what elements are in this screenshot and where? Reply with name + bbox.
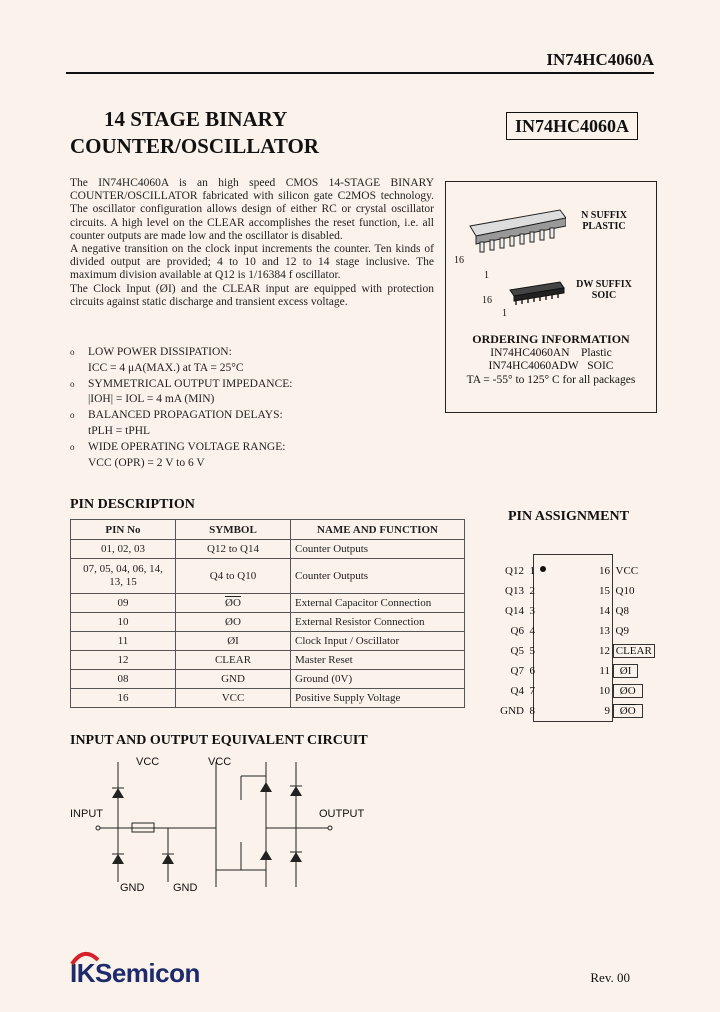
pin-row: GND 8 [500, 705, 535, 717]
pin-row: 14 Q8 [599, 605, 629, 617]
ordering-temp: TA = -55° to 125° C for all packages [466, 373, 636, 386]
ordering-info [446, 333, 656, 387]
cell: GND [176, 670, 291, 689]
feature-detail: ICC = 4 μA(MAX.) at TA = 25°C [88, 361, 244, 374]
pin-row: Q4 7 [510, 685, 535, 697]
ordering-line [446, 347, 656, 361]
cell: 01, 02, 03 [71, 540, 176, 559]
feature-title: SYMMETRICAL OUTPUT IMPEDANCE: [88, 377, 293, 390]
pin-row: 11 ØI [594, 661, 666, 681]
intro-paragraph-1: The IN74HC4060A is an high speed CMOS 14-STAGE BINARY COUNTER/OSCILLATOR fabricated with silicon gate C2MOS technology. The oscillator configuration allows design of either RC or crystal oscillator circuits. A high level on the CLEAR accomplishes the reset function, i.e. all counter outputs are made low and the oscillator is disabled. [70, 177, 434, 242]
bullet-icon: o [70, 410, 75, 421]
circuit-title: INPUT AND OUTPUT EQUIVALENT CIRCUIT [70, 733, 368, 748]
dw-suffix-label [564, 279, 644, 301]
intro-paragraph-2: A negative transition on the clock input increments the counter. Ten kinds of divided output are provided; 4 to 10 and 12 to 14 stage inclusive. The maximum division available at Q12 is 1/16384 f oscillator. [70, 243, 434, 282]
cell: VCC [176, 689, 291, 708]
bullet-icon: o [70, 378, 75, 389]
cell: ØI [176, 632, 291, 651]
pin-row: 12 CLEAR [594, 641, 666, 661]
col-header: SYMBOL [176, 520, 291, 540]
feature-item [70, 377, 450, 393]
pin16-label: 16 [482, 295, 492, 306]
feature-detail: tPLH = tPHL [88, 424, 151, 437]
logo-swoosh-icon [70, 950, 100, 966]
cell: Counter Outputs [291, 559, 465, 594]
pin16-label: 16 [454, 255, 464, 266]
cell: Counter Outputs [291, 540, 465, 559]
pin-row: Q7 6 [510, 665, 535, 677]
cell: Positive Supply Voltage [291, 689, 465, 708]
pin-description-title: PIN DESCRIPTION [70, 497, 195, 512]
page-title [70, 106, 319, 160]
pin-row: Q14 3 [505, 605, 535, 617]
cell: 12 [71, 651, 176, 670]
title-line-1: 14 STAGE BINARY [104, 107, 288, 131]
header-part-number: IN74HC4060A [546, 50, 654, 69]
vcc-label: VCC [208, 756, 232, 768]
col-header: NAME AND FUNCTION [291, 520, 465, 540]
cell: External Capacitor Connection [291, 594, 465, 613]
pin-row: 15 Q10 [599, 585, 635, 597]
part-number-box: IN74HC4060A [506, 112, 638, 140]
table-row [71, 670, 465, 689]
feature-item [70, 345, 450, 361]
pin-row: Q6 4 [510, 625, 535, 637]
pin-row: 9 $\overline{ØO}$ [594, 701, 666, 721]
table-row [71, 613, 465, 632]
cell: 10 [71, 613, 176, 632]
bullet-icon: o [70, 441, 75, 452]
table-header-row [71, 520, 465, 540]
pin-row: Q12 1 [505, 565, 535, 577]
pin1-label: 1 [484, 270, 489, 281]
table-row [71, 540, 465, 559]
cell: External Resistor Connection [291, 613, 465, 632]
order-part: IN74HC4060AN [490, 346, 570, 359]
pin-row: Q5 5 [510, 645, 535, 657]
feature-detail: |IOH| = IOL = 4 mA (MIN) [88, 393, 215, 406]
pin-row: 16 VCC [599, 565, 639, 577]
cell: Clock Input / Oscillator [291, 632, 465, 651]
ordering-line [446, 360, 656, 374]
pin1-label: 1 [502, 308, 507, 319]
cell: 11 [71, 632, 176, 651]
intro-paragraph-3: The Clock Input (ØI) and the CLEAR input are equipped with protection circuits against static discharge and transient excess voltage. [70, 282, 434, 308]
vcc-label: VCC [136, 756, 160, 768]
cell: 09 [71, 594, 176, 613]
cell: 08 [71, 670, 176, 689]
n-suffix: N SUFFIX [581, 210, 627, 221]
order-pkg: SOIC [587, 360, 614, 372]
cell: 07, 05, 04, 06, 14, 13, 15 [71, 559, 176, 594]
pin-description-table [70, 519, 465, 708]
pin-row: 13 Q9 [599, 625, 629, 637]
feature-item [70, 408, 450, 424]
dw-type: SOIC [591, 290, 617, 301]
cell: Q4 to Q10 [176, 559, 291, 594]
left-pins [490, 561, 550, 721]
table-row [71, 689, 465, 708]
package-illustration [456, 196, 566, 306]
company-logo [70, 958, 200, 989]
cell: ØO [176, 613, 291, 632]
pin-assignment-title: PIN ASSIGNMENT [508, 509, 629, 524]
cell: Q12 to Q14 [176, 540, 291, 559]
feature-title: LOW POWER DISSIPATION: [88, 346, 232, 358]
ordering-title: ORDERING INFORMATION [472, 332, 630, 346]
gnd-label: GND [173, 882, 198, 894]
dw-suffix: DW SUFFIX [576, 279, 632, 290]
cell: Master Reset [291, 651, 465, 670]
n-suffix-label [564, 210, 644, 232]
n-type: PLASTIC [582, 221, 626, 232]
cell: Ground (0V) [291, 670, 465, 689]
order-part: IN74HC4060ADW [488, 360, 579, 372]
intro-text [70, 177, 434, 309]
right-pins [594, 561, 666, 721]
cell: 16 [71, 689, 176, 708]
feature-title: WIDE OPERATING VOLTAGE RANGE: [88, 440, 286, 453]
order-pkg: Plastic [581, 346, 612, 359]
col-header: PIN No [71, 520, 176, 540]
table-row [71, 651, 465, 670]
logo-text: IKSemicon [70, 958, 200, 988]
bullet-icon: o [70, 347, 75, 357]
revision: Rev. 00 [590, 970, 630, 985]
equivalent-circuit-diagram [66, 752, 386, 902]
feature-item [70, 440, 450, 456]
cell: CLEAR [176, 651, 291, 670]
feature-title: BALANCED PROPAGATION DELAYS: [88, 409, 283, 422]
input-label: INPUT [70, 808, 103, 820]
table-row [71, 594, 465, 613]
title-line-2: COUNTER/OSCILLATOR [70, 134, 319, 158]
package-info-box [445, 181, 657, 413]
feature-detail: VCC (OPR) = 2 V to 6 V [88, 456, 205, 469]
pin-row: Q13 2 [505, 585, 535, 597]
feature-list [70, 345, 450, 471]
header-rule [66, 72, 654, 74]
gnd-label: GND [120, 882, 145, 894]
cell: $\overline{ØO}$ [176, 594, 291, 613]
table-row [71, 559, 465, 594]
table-row [71, 632, 465, 651]
output-label: OUTPUT [319, 808, 365, 820]
pin-row: 10 ØO [594, 681, 666, 701]
